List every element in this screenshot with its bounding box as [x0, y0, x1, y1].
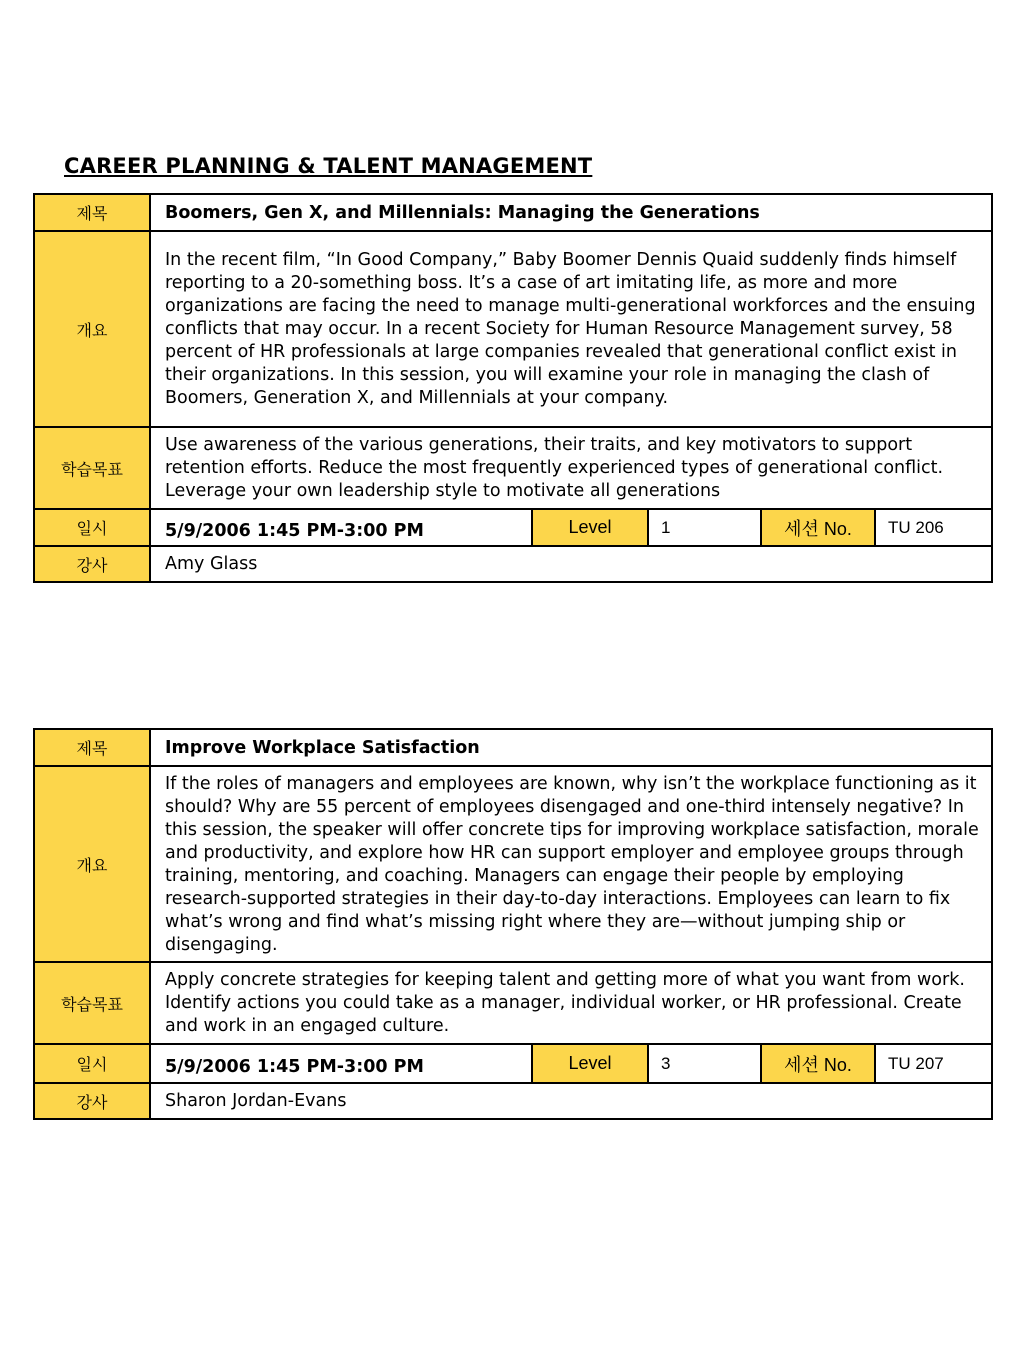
session-no: TU 207 — [875, 1044, 992, 1083]
session-speaker: Sharon Jordan-Evans — [150, 1083, 992, 1119]
session-no-label: 세션 No. — [761, 1044, 875, 1083]
page-title: CAREER PLANNING & TALENT MANAGEMENT — [64, 154, 593, 178]
title-row — [34, 194, 992, 231]
level-label: Level — [532, 1044, 648, 1083]
overview-row — [34, 766, 992, 962]
session-datetime: 5/9/2006 1:45 PM-3:00 PM — [150, 1044, 532, 1083]
objectives-label: 학습목표 — [34, 427, 150, 509]
level-label: Level — [532, 509, 648, 546]
speaker-row — [34, 1083, 992, 1119]
overview-label: 개요 — [34, 231, 150, 427]
session-overview: If the roles of managers and employees are known, why isn’t the workplace functioning as it should? Why are 55 percent of employees disengaged and one-third intensely negative? In this session, the speaker will offer concrete tips for improving workplace satisfaction, morale and productivity, and explore how HR can support employer and employee groups through training, mentoring, and coaching. Managers can engage their people by employing research-supported strategies in their day-to-day interactions. Employees can learn to fix what’s wrong and find what’s missing right where they are—without jumping ship or disengaging. — [150, 766, 992, 962]
session-title: Boomers, Gen X, and Millennials: Managing the Generations — [150, 194, 992, 231]
session-table — [33, 728, 993, 1120]
schedule-row — [34, 509, 992, 546]
session-datetime: 5/9/2006 1:45 PM-3:00 PM — [150, 509, 532, 546]
session-objectives: Use awareness of the various generations, their traits, and key motivators to support retention efforts. Reduce the most frequently experienced types of generational conflict. Leverage your own leadership style to motivate all generations — [150, 427, 992, 509]
overview-row — [34, 231, 992, 427]
datetime-label: 일시 — [34, 1044, 150, 1083]
title-label: 제목 — [34, 729, 150, 766]
datetime-label: 일시 — [34, 509, 150, 546]
schedule-row — [34, 1044, 992, 1083]
title-label: 제목 — [34, 194, 150, 231]
session-no: TU 206 — [875, 509, 992, 546]
speaker-label: 강사 — [34, 546, 150, 582]
objectives-label: 학습목표 — [34, 962, 150, 1044]
objectives-row — [34, 427, 992, 509]
session-level: 3 — [648, 1044, 761, 1083]
session-title: Improve Workplace Satisfaction — [150, 729, 992, 766]
overview-label: 개요 — [34, 766, 150, 962]
title-row — [34, 729, 992, 766]
session-overview: In the recent film, “In Good Company,” Baby Boomer Dennis Quaid suddenly finds himself reporting to a 20-something boss. It’s a case of art imitating life, as more and more organizations are facing the need to manage multi-generational workforces and the ensuing conflicts that may occur. In a recent Society for Human Resource Management survey, 58 percent of HR professionals at large companies revealed that generational conflict exist in their organizations. In this session, you will examine your role in managing the clash of Boomers, Generation X, and Millennials at your company. — [150, 231, 992, 427]
session-no-label: 세션 No. — [761, 509, 875, 546]
objectives-row — [34, 962, 992, 1044]
speaker-row — [34, 546, 992, 582]
session-level: 1 — [648, 509, 761, 546]
session-table — [33, 193, 993, 583]
session-objectives: Apply concrete strategies for keeping talent and getting more of what you want from work. Identify actions you could take as a manager, individual worker, or HR professional. Create and work in an engaged culture. — [150, 962, 992, 1044]
session-speaker: Amy Glass — [150, 546, 992, 582]
speaker-label: 강사 — [34, 1083, 150, 1119]
